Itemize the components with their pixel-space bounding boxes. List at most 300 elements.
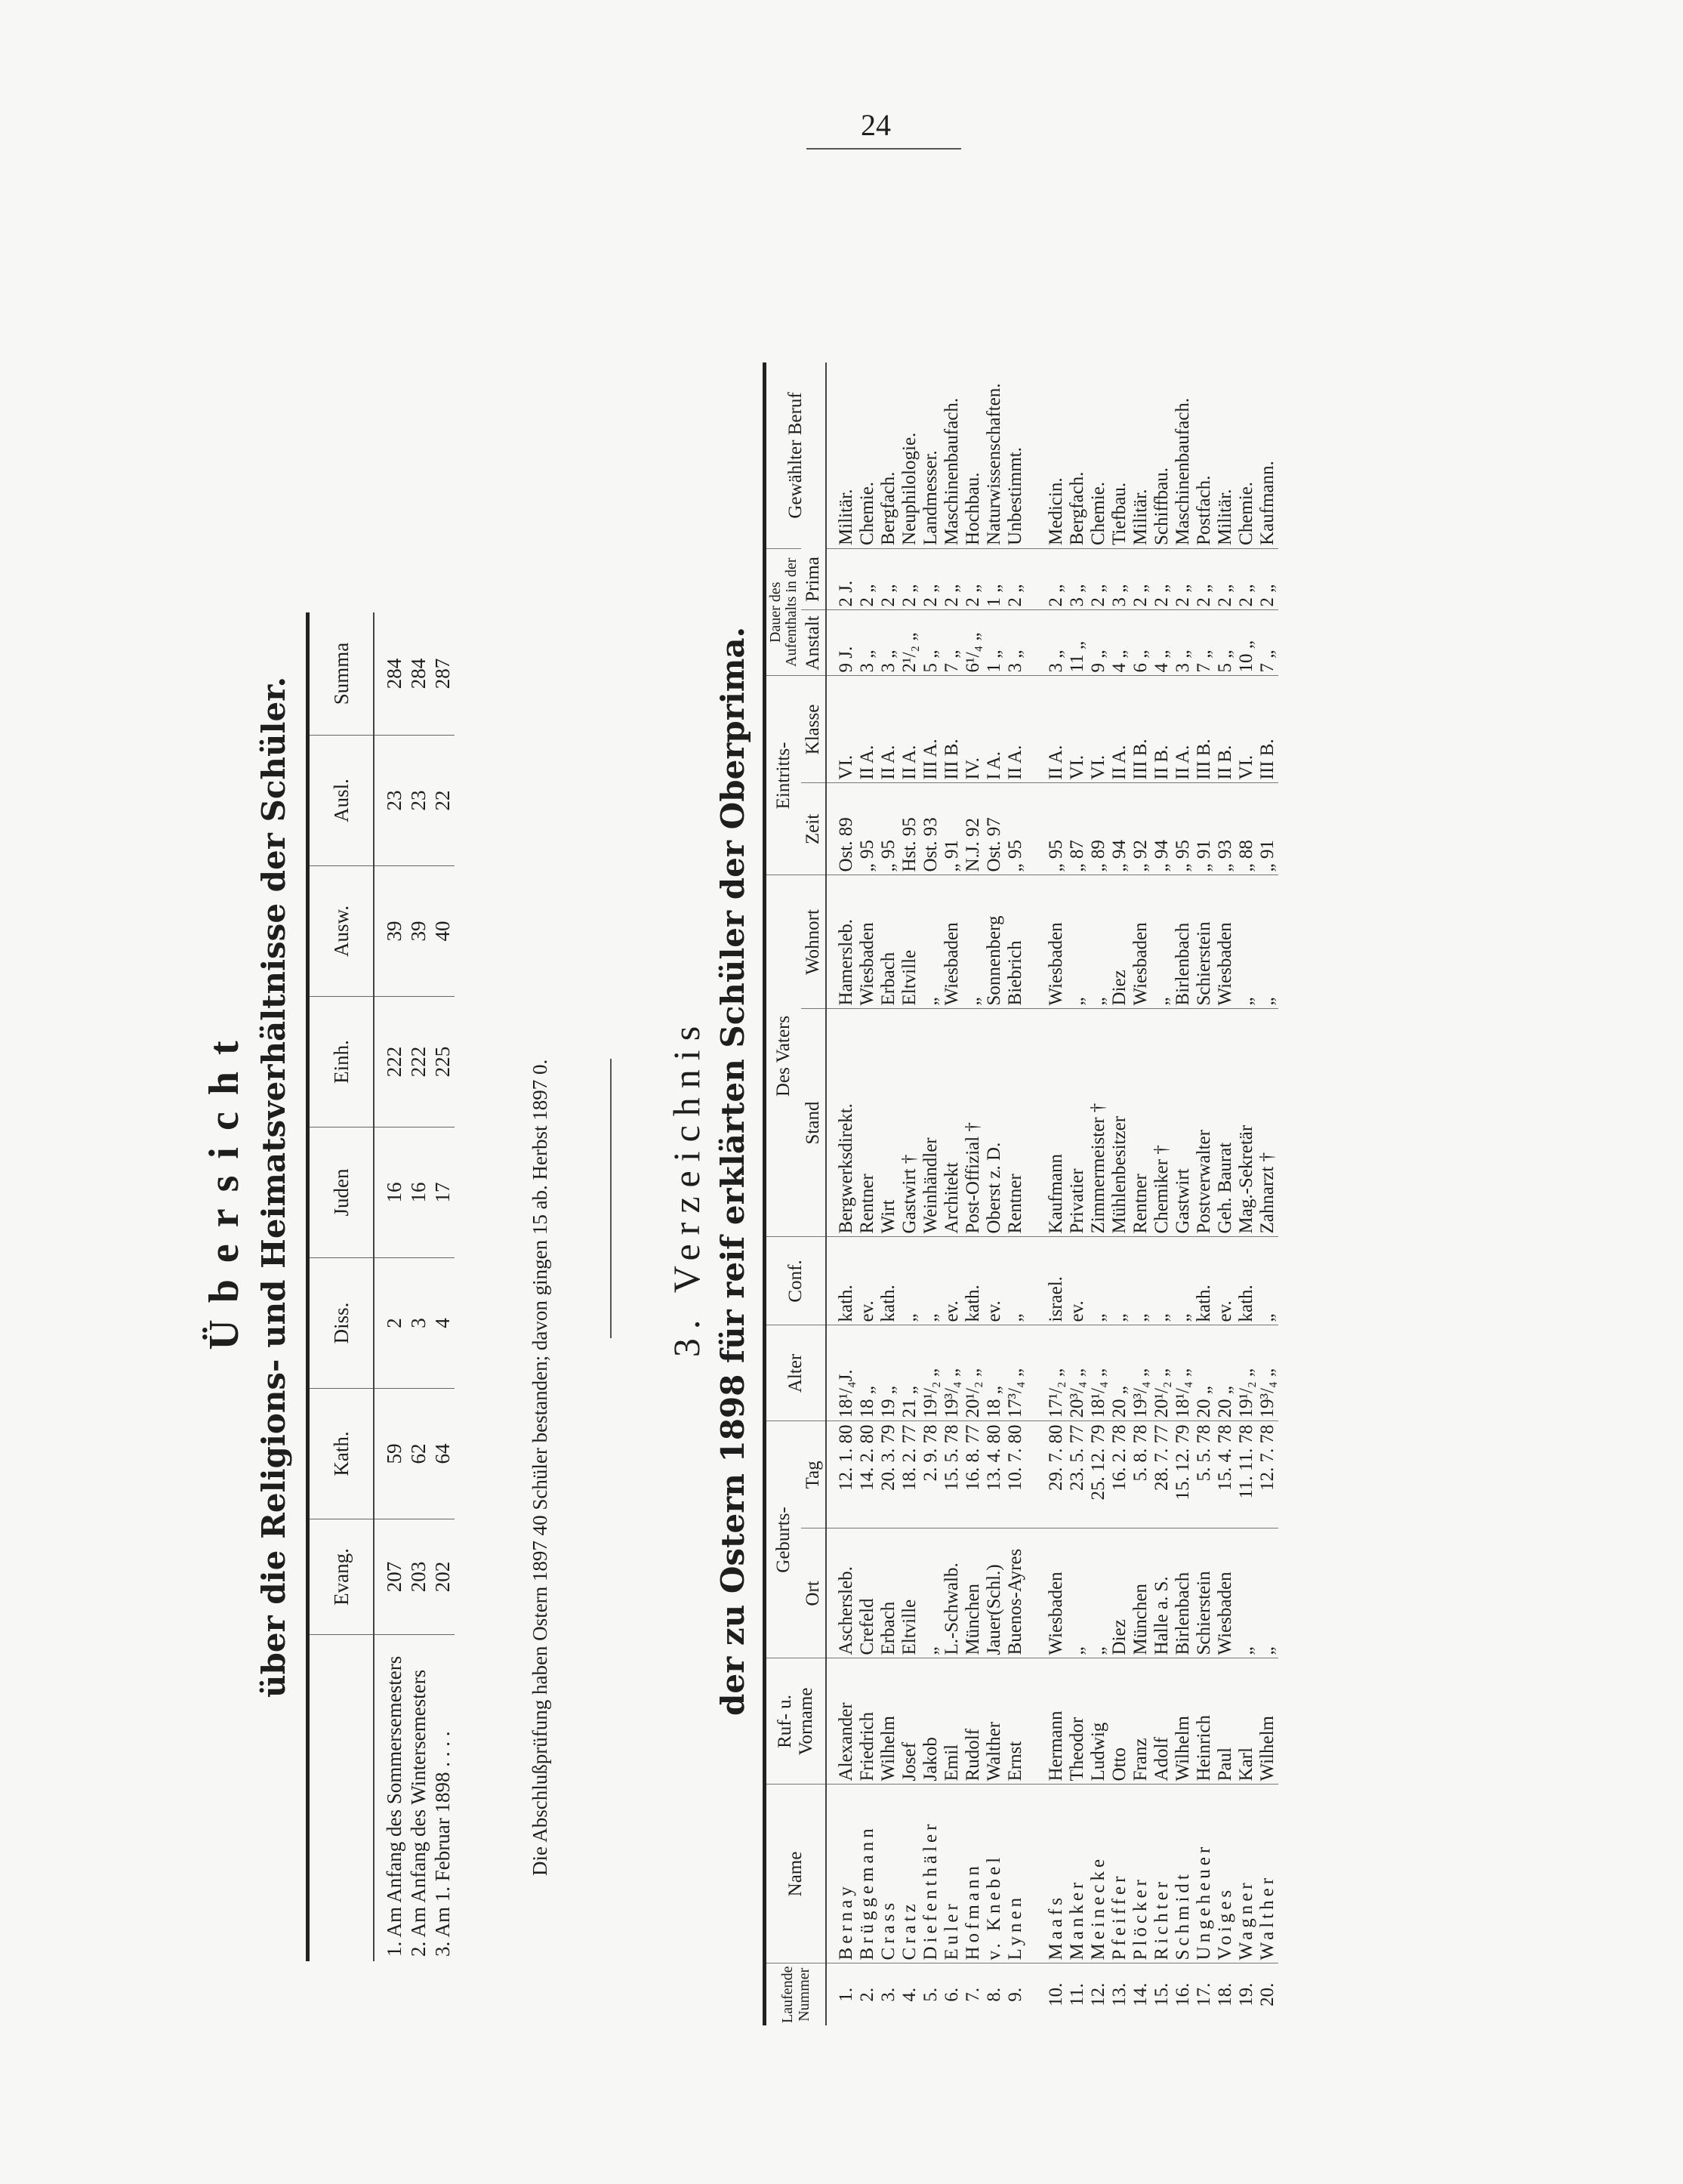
row-number-cell: 2.: [857, 1963, 878, 2025]
chosen-profession-cell: Schiffbau.: [1151, 467, 1172, 545]
row-number-cell: 6.: [942, 1963, 963, 2025]
table-row: [1151, 362, 1173, 2025]
student-surname-cell: Meinecke: [1088, 1785, 1109, 1963]
confession-cell: ev.: [857, 1237, 878, 1325]
duration-prima-cell: 2 „: [963, 548, 984, 610]
row-number-cell: 15.: [1151, 1963, 1173, 2025]
table-row: [857, 362, 878, 2025]
father-occupation-cell: Wirt: [878, 1009, 899, 1237]
overview-col-header: Summa: [308, 612, 375, 736]
father-occupation-cell: Postverwalter: [1194, 1009, 1215, 1237]
father-residence-cell: „: [1257, 875, 1278, 1009]
header-alter: Alter: [765, 1325, 827, 1421]
chosen-profession-cell: Militär.: [836, 489, 856, 545]
entry-time-cell: „ 95: [1173, 783, 1194, 875]
overview-col-header: Juden: [308, 1127, 375, 1258]
duration-prima-cell: 2 „: [857, 548, 878, 610]
header-klasse: Klasse: [801, 676, 826, 783]
duration-school-cell: 2¹/₂ „: [899, 610, 920, 676]
age-cell: 17¹/₂ „: [1026, 1325, 1067, 1421]
overview-cell: 225: [430, 997, 455, 1127]
student-surname-cell: Diefenthäler: [920, 1785, 942, 1963]
entry-class-cell: III B.: [1194, 676, 1215, 783]
duration-school-cell: 3 „: [1026, 610, 1067, 676]
header-ort: Ort: [801, 1528, 826, 1658]
overview-row-label: 1. Am Anfang des Sommersemesters: [374, 1635, 406, 1962]
overview-cell: 62: [406, 1389, 430, 1519]
row-number-cell: 12.: [1088, 1963, 1109, 2025]
confession-cell: kath.: [1194, 1237, 1215, 1325]
confession-cell: ev.: [1067, 1237, 1088, 1325]
table-row: [1194, 362, 1215, 2025]
table-row: [1026, 362, 1067, 2025]
confession-cell: ev.: [942, 1237, 963, 1325]
duration-prima-cell: 2 J.: [826, 548, 857, 610]
table-row: [963, 362, 984, 2025]
student-first-name-cell: Wilhelm: [1173, 1658, 1194, 1785]
header-name: Name: [765, 1785, 827, 1963]
father-occupation-cell: Architekt: [942, 1009, 963, 1237]
birth-date-cell: 11. 11. 78: [1236, 1421, 1257, 1528]
father-occupation-cell: Oberst z. D.: [984, 1009, 1005, 1237]
father-occupation-cell: Gastwirt: [1173, 1009, 1194, 1237]
overview-row-label: 3. Am 1. Februar 1898 . . . .: [430, 1635, 455, 1962]
entry-time-cell: „ 94: [1109, 783, 1130, 875]
duration-prima-cell: 2 „: [1257, 548, 1278, 610]
row-number-cell: 7.: [963, 1963, 984, 2025]
overview-cell: 203: [406, 1519, 430, 1635]
table-row: [1257, 362, 1278, 2025]
father-occupation-cell: Mühlenbesitzer: [1109, 1009, 1130, 1237]
overview-row: [430, 612, 455, 1961]
row-number-cell: 5.: [920, 1963, 942, 2025]
birth-place-cell: Buenos-Ayres: [1005, 1528, 1026, 1658]
entry-class-cell: VI.: [826, 676, 857, 783]
register-title: 3. Verzeichnis: [665, 1016, 707, 1358]
overview-cell: 202: [430, 1519, 455, 1635]
student-first-name-cell: Hermann: [1026, 1658, 1067, 1785]
entry-class-cell: II A.: [1173, 676, 1194, 783]
table-row: [1005, 362, 1026, 2025]
age-cell: 18¹/₄ „: [1173, 1325, 1194, 1421]
row-number-cell: 16.: [1173, 1963, 1194, 2025]
row-number-cell: 18.: [1215, 1963, 1236, 2025]
chosen-profession-cell: Unbestimmt.: [1005, 447, 1025, 545]
father-occupation-cell: Post-Offizial †: [963, 1009, 984, 1237]
overview-col-header: Kath.: [308, 1389, 375, 1519]
row-number-cell: 11.: [1067, 1963, 1088, 2025]
row-number-cell: 10.: [1026, 1963, 1067, 2025]
entry-time-cell: „ 92: [1130, 783, 1151, 875]
father-residence-cell: Schierstein: [1194, 875, 1215, 1009]
student-surname-cell: Manker: [1067, 1785, 1088, 1963]
father-occupation-cell: Zimmermeister †: [1088, 1009, 1109, 1237]
student-surname-cell: Wagner: [1236, 1785, 1257, 1963]
overview-cell: 40: [430, 866, 455, 997]
row-number-cell: 1.: [826, 1963, 857, 2025]
overview-cell: 23: [374, 736, 406, 866]
student-first-name-cell: Ernst: [1005, 1658, 1026, 1785]
father-residence-cell: „: [1236, 875, 1257, 1009]
duration-school-cell: 6¹/₄ „: [963, 610, 984, 676]
birth-place-cell: Wiesbaden: [1026, 1528, 1067, 1658]
student-first-name-cell: Karl: [1236, 1658, 1257, 1785]
duration-school-cell: 4 „: [1109, 610, 1130, 676]
duration-school-cell: 3 „: [1173, 610, 1194, 676]
birth-place-cell: „: [1257, 1528, 1278, 1658]
entry-time-cell: „ 95: [1026, 783, 1067, 875]
age-cell: 19³/₄ „: [942, 1325, 963, 1421]
age-cell: 19¹/₂ „: [1236, 1325, 1257, 1421]
table-row: [1067, 362, 1088, 2025]
overview-col-header: Einh.: [308, 997, 375, 1127]
register-header-row: [765, 362, 802, 2025]
birth-place-cell: Jauer(Schl.): [984, 1528, 1005, 1658]
birth-date-cell: 28. 7. 77: [1151, 1421, 1173, 1528]
birth-date-cell: 14. 2. 80: [857, 1421, 878, 1528]
chosen-profession-cell: Medicin.: [1046, 477, 1066, 545]
birth-place-cell: München: [963, 1528, 984, 1658]
header-tag: Tag: [801, 1421, 826, 1528]
birth-place-cell: Eltville: [899, 1528, 920, 1658]
overview-cell: 23: [406, 736, 430, 866]
entry-class-cell: II A.: [878, 676, 899, 783]
overview-cell: 39: [406, 866, 430, 997]
chosen-profession-cell: Militär.: [1130, 489, 1151, 545]
father-occupation-cell: Geh. Baurat: [1215, 1009, 1236, 1237]
entry-time-cell: „ 91: [1194, 783, 1215, 875]
chosen-profession-cell: Kaufmann.: [1257, 461, 1278, 545]
entry-class-cell: I A.: [984, 676, 1005, 783]
student-surname-cell: Ungeheuer: [1194, 1785, 1215, 1963]
birth-place-cell: „: [1088, 1528, 1109, 1658]
header-laufende-nummer: Laufende Nummer: [765, 1963, 827, 2025]
birth-place-cell: Erbach: [878, 1528, 899, 1658]
student-surname-cell: Maafs: [1026, 1785, 1067, 1963]
entry-time-cell: „ 95: [878, 783, 899, 875]
chosen-profession-cell: Maschinenbaufach.: [1173, 397, 1193, 545]
entry-class-cell: III B.: [1257, 676, 1278, 783]
overview-cell: 22: [430, 736, 455, 866]
chosen-profession-cell: Tiefbau.: [1109, 482, 1130, 545]
age-cell: 18¹/₄ „: [1088, 1325, 1109, 1421]
birth-place-cell: Wiesbaden: [1215, 1528, 1236, 1658]
row-number-cell: 17.: [1194, 1963, 1215, 2025]
confession-cell: „: [1130, 1237, 1151, 1325]
father-occupation-cell: Zahnarzt †: [1257, 1009, 1278, 1237]
header-des-vaters: Des Vaters: [765, 875, 802, 1237]
page-number: 24: [861, 108, 891, 142]
chosen-profession-cell: Naturwissenschaften.: [984, 383, 1004, 545]
overview-row: [374, 612, 406, 1961]
chosen-profession-cell: Postfach.: [1194, 475, 1214, 545]
student-surname-cell: Euler: [942, 1785, 963, 1963]
age-cell: 17³/₄ „: [1005, 1325, 1026, 1421]
student-first-name-cell: Franz: [1130, 1658, 1151, 1785]
birth-date-cell: 5. 5. 78: [1194, 1421, 1215, 1528]
header-stand: Stand: [801, 1009, 826, 1237]
age-cell: 18¹/₄J.: [826, 1325, 857, 1421]
father-residence-cell: „: [1088, 875, 1109, 1009]
birth-date-cell: 15. 12. 79: [1173, 1421, 1194, 1528]
duration-prima-cell: 2 „: [878, 548, 899, 610]
overview-cell: 284: [406, 658, 430, 689]
confession-cell: „: [1151, 1237, 1173, 1325]
header-beruf: Gewählter Beruf: [765, 362, 827, 549]
birth-date-cell: 12. 7. 78: [1257, 1421, 1278, 1528]
student-surname-cell: Schmidt: [1173, 1785, 1194, 1963]
header-anstalt: Anstalt: [801, 610, 826, 676]
student-first-name-cell: Paul: [1215, 1658, 1236, 1785]
father-residence-cell: Wiesbaden: [1215, 875, 1236, 1009]
row-number-cell: 8.: [984, 1963, 1005, 2025]
register-table-body: [826, 362, 1278, 2025]
section-divider: [610, 1059, 612, 1338]
confession-cell: israel.: [1026, 1237, 1067, 1325]
entry-class-cell: II A.: [1109, 676, 1130, 783]
birth-date-cell: 23. 5. 77: [1067, 1421, 1088, 1528]
father-occupation-cell: Mag.-Sekretär: [1236, 1009, 1257, 1237]
table-row: [826, 362, 857, 2025]
chosen-profession-cell: Chemie.: [1088, 481, 1108, 545]
overview-footer-note: Die Abschlußprüfung haben Ostern 1897 40 Schüler bestanden; davon gingen 15 ab. Herbst 1897 0.: [529, 1059, 551, 1876]
row-number-cell: 20.: [1257, 1963, 1278, 2025]
entry-class-cell: II B.: [1151, 676, 1173, 783]
birth-place-cell: L.-Schwalb.: [942, 1528, 963, 1658]
register-table: [763, 362, 1278, 2025]
student-first-name-cell: Theodor: [1067, 1658, 1088, 1785]
confession-cell: kath.: [826, 1237, 857, 1325]
overview-cell: 4: [430, 1258, 455, 1389]
chosen-profession-cell: Chemie.: [857, 481, 877, 545]
entry-time-cell: „ 88: [1236, 783, 1257, 875]
confession-cell: „: [1257, 1237, 1278, 1325]
student-surname-cell: Hofmann: [963, 1785, 984, 1963]
entry-class-cell: II A.: [857, 676, 878, 783]
confession-cell: „: [1173, 1237, 1194, 1325]
age-cell: 20 „: [1215, 1325, 1236, 1421]
birth-date-cell: 25. 12. 79: [1088, 1421, 1109, 1528]
overview-cell: 17: [430, 1127, 455, 1258]
student-first-name-cell: Wilhelm: [878, 1658, 899, 1785]
overview-cell: 16: [374, 1127, 406, 1258]
entry-time-cell: „ 93: [1215, 783, 1236, 875]
entry-time-cell: Ost. 89: [826, 783, 857, 875]
duration-prima-cell: 2 „: [1173, 548, 1194, 610]
confession-cell: ev.: [984, 1237, 1005, 1325]
entry-class-cell: III A.: [920, 676, 942, 783]
age-cell: 20³/₄ „: [1067, 1325, 1088, 1421]
father-occupation-cell: Rentner: [1130, 1009, 1151, 1237]
father-residence-cell: „: [963, 875, 984, 1009]
table-row: [1088, 362, 1109, 2025]
entry-time-cell: Hst. 95: [899, 783, 920, 875]
birth-date-cell: 16. 8. 77: [963, 1421, 984, 1528]
chosen-profession-cell: Militär.: [1215, 489, 1235, 545]
birth-date-cell: 13. 4. 80: [984, 1421, 1005, 1528]
entry-class-cell: VI.: [1236, 676, 1257, 783]
father-residence-cell: „: [920, 875, 942, 1009]
header-dauer: Dauer des Aufenthalts in der: [765, 548, 802, 676]
birth-place-cell: „: [920, 1528, 942, 1658]
birth-date-cell: 20. 3. 79: [878, 1421, 899, 1528]
student-first-name-cell: Walther: [984, 1658, 1005, 1785]
overview-cell: 222: [374, 997, 406, 1127]
age-cell: 19³/₄ „: [1257, 1325, 1278, 1421]
birth-place-cell: Diez: [1109, 1528, 1130, 1658]
table-row: [984, 362, 1005, 2025]
father-occupation-cell: Rentner: [1005, 1009, 1026, 1237]
student-first-name-cell: Ludwig: [1088, 1658, 1109, 1785]
header-wohnort: Wohnort: [801, 875, 826, 1009]
duration-school-cell: 3 „: [1005, 610, 1026, 676]
entry-class-cell: VI.: [1088, 676, 1109, 783]
entry-time-cell: Ost. 93: [920, 783, 942, 875]
father-occupation-cell: Bergwerksdirekt.: [826, 1009, 857, 1237]
birth-place-cell: Birlenbach: [1173, 1528, 1194, 1658]
confession-cell: kath.: [963, 1237, 984, 1325]
overview-row-label: 2. Am Anfang des Wintersemesters: [406, 1635, 430, 1962]
birth-place-cell: München: [1130, 1528, 1151, 1658]
father-residence-cell: Biebrich: [1005, 875, 1026, 1009]
father-residence-cell: Wiesbaden: [942, 875, 963, 1009]
entry-time-cell: „ 91: [942, 783, 963, 875]
father-residence-cell: Hamersleb.: [826, 875, 857, 1009]
entry-time-cell: „ 89: [1088, 783, 1109, 875]
student-surname-cell: v. Knebel: [984, 1785, 1005, 1963]
overview-col-header: Ausw.: [308, 866, 375, 997]
duration-school-cell: 9 J.: [826, 610, 857, 676]
entry-class-cell: VI.: [1067, 676, 1088, 783]
entry-class-cell: II B.: [1215, 676, 1236, 783]
overview-cell: 39: [374, 866, 406, 997]
header-eintritts: Eintritts-: [765, 676, 802, 875]
header-vorname: Ruf- u. Vorname: [765, 1658, 827, 1785]
overview-cell: 3: [406, 1258, 430, 1389]
entry-time-cell: Ost. 97: [984, 783, 1005, 875]
student-surname-cell: Bernay: [826, 1785, 857, 1963]
duration-school-cell: 3 „: [857, 610, 878, 676]
age-cell: 19³/₄ „: [1130, 1325, 1151, 1421]
duration-prima-cell: 3 „: [1067, 548, 1088, 610]
entry-class-cell: II A.: [899, 676, 920, 783]
birth-place-cell: „: [1067, 1528, 1088, 1658]
entry-time-cell: „ 87: [1067, 783, 1088, 875]
father-residence-cell: Wiesbaden: [1026, 875, 1067, 1009]
table-row: [1173, 362, 1194, 2025]
student-first-name-cell: Adolf: [1151, 1658, 1173, 1785]
overview-subtitle: über die Religions- und Heimatsverhältnisse der Schüler.: [255, 676, 292, 1698]
table-row: [878, 362, 899, 2025]
birth-date-cell: 29. 7. 80: [1026, 1421, 1067, 1528]
overview-cell: 222: [406, 997, 430, 1127]
father-residence-cell: Erbach: [878, 875, 899, 1009]
duration-school-cell: 4 „: [1151, 610, 1173, 676]
student-first-name-cell: Alexander: [826, 1658, 857, 1785]
age-cell: 20¹/₂ „: [1151, 1325, 1173, 1421]
father-occupation-cell: Gastwirt †: [899, 1009, 920, 1237]
father-residence-cell: Eltville: [899, 875, 920, 1009]
duration-school-cell: 3 „: [878, 610, 899, 676]
overview-cell: 284: [382, 658, 405, 689]
confession-cell: „: [1005, 1237, 1026, 1325]
father-occupation-cell: Rentner: [857, 1009, 878, 1237]
overview-col-header: Ausl.: [308, 736, 375, 866]
chosen-profession-cell: Landmesser.: [920, 450, 941, 545]
chosen-profession-cell: Neuphilologie.: [899, 432, 920, 545]
duration-school-cell: 6 „: [1130, 610, 1151, 676]
student-surname-cell: Walther: [1257, 1785, 1278, 1963]
overview-cell: 59: [374, 1389, 406, 1519]
duration-school-cell: 5 „: [1215, 610, 1236, 676]
duration-school-cell: 7 „: [1257, 610, 1278, 676]
table-row: [1236, 362, 1257, 2025]
chosen-profession-cell: Chemie.: [1236, 481, 1256, 545]
row-number-cell: 13.: [1109, 1963, 1130, 2025]
father-residence-cell: „: [1067, 875, 1088, 1009]
entry-class-cell: II A.: [1005, 676, 1026, 783]
student-surname-cell: Plöcker: [1130, 1785, 1151, 1963]
student-first-name-cell: Otto: [1109, 1658, 1130, 1785]
duration-prima-cell: 2 „: [1151, 548, 1173, 610]
father-residence-cell: Wiesbaden: [857, 875, 878, 1009]
student-surname-cell: Pfeiffer: [1109, 1785, 1130, 1963]
confession-cell: „: [1088, 1237, 1109, 1325]
birth-place-cell: Halle a. S.: [1151, 1528, 1173, 1658]
birth-date-cell: 16. 2. 78: [1109, 1421, 1130, 1528]
register-subtitle: der zu Ostern 1898 für reif erklärten Schüler der Oberprima.: [714, 626, 751, 1716]
student-first-name-cell: Emil: [942, 1658, 963, 1785]
entry-class-cell: IV.: [963, 676, 984, 783]
entry-time-cell: „ 91: [1257, 783, 1278, 875]
student-surname-cell: Richter: [1151, 1785, 1173, 1963]
duration-school-cell: 11 „: [1067, 610, 1088, 676]
student-surname-cell: Brüggemann: [857, 1785, 878, 1963]
entry-time-cell: N.J. 92: [963, 783, 984, 875]
student-first-name-cell: Rudolf: [963, 1658, 984, 1785]
overview-row: [406, 612, 430, 1961]
birth-place-cell: Crefeld: [857, 1528, 878, 1658]
duration-prima-cell: 2 „: [1215, 548, 1236, 610]
duration-prima-cell: 2 „: [1130, 548, 1151, 610]
father-residence-cell: Diez: [1109, 875, 1130, 1009]
duration-prima-cell: 2 „: [1005, 548, 1026, 610]
student-first-name-cell: Wilhelm: [1257, 1658, 1278, 1785]
entry-time-cell: „ 94: [1151, 783, 1173, 875]
student-surname-cell: Crass: [878, 1785, 899, 1963]
father-residence-cell: Wiesbaden: [1130, 875, 1151, 1009]
confession-cell: ev.: [1215, 1237, 1236, 1325]
duration-prima-cell: 2 „: [899, 548, 920, 610]
duration-prima-cell: 2 „: [1026, 548, 1067, 610]
birth-place-cell: „: [1236, 1528, 1257, 1658]
student-surname-cell: Voiges: [1215, 1785, 1236, 1963]
age-cell: 20 „: [1109, 1325, 1130, 1421]
student-first-name-cell: Heinrich: [1194, 1658, 1215, 1785]
header-prima: Prima: [801, 548, 826, 610]
birth-place-cell: Aschersleb.: [826, 1528, 857, 1658]
chosen-profession-cell: Bergfach.: [878, 471, 899, 545]
row-number-cell: 4.: [899, 1963, 920, 2025]
table-row: [920, 362, 942, 2025]
row-number-cell: 19.: [1236, 1963, 1257, 2025]
duration-school-cell: 1 „: [984, 610, 1005, 676]
student-first-name-cell: Josef: [899, 1658, 920, 1785]
birth-date-cell: 10. 7. 80: [1005, 1421, 1026, 1528]
duration-school-cell: 7 „: [1194, 610, 1215, 676]
father-occupation-cell: Kaufmann: [1026, 1009, 1067, 1237]
confession-cell: „: [899, 1237, 920, 1325]
